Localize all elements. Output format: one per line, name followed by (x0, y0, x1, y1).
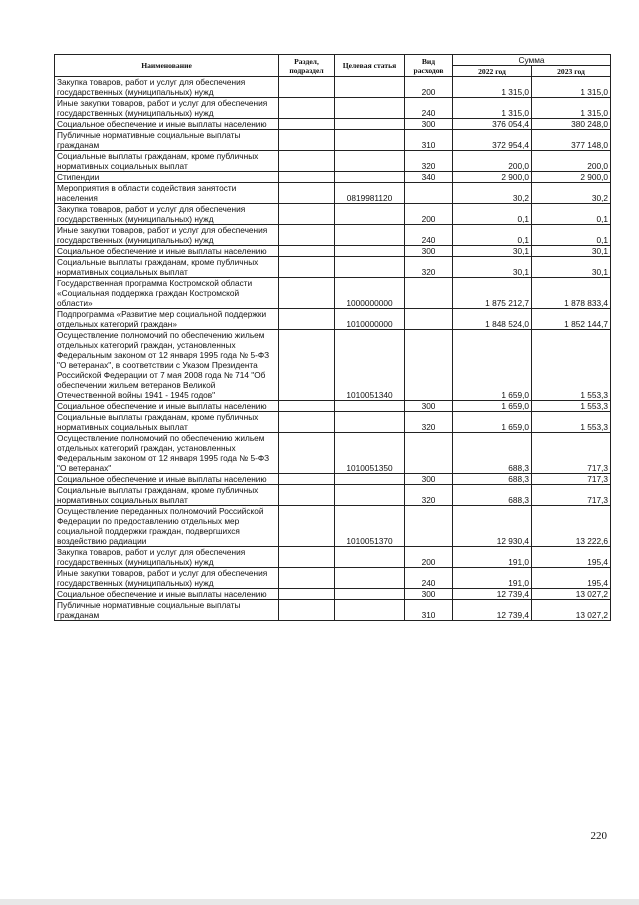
cell-sum-2022: 1 315,0 (453, 98, 532, 119)
cell-expense-type: 300 (405, 246, 453, 257)
cell-article (335, 204, 405, 225)
cell-name: Публичные нормативные социальные выплаты гражданам (55, 130, 279, 151)
cell-article (335, 98, 405, 119)
cell-sum-2023: 1 852 144,7 (532, 309, 611, 330)
cell-sum-2022: 30,1 (453, 246, 532, 257)
cell-section (279, 151, 335, 172)
cell-sum-2023: 30,1 (532, 257, 611, 278)
cell-sum-2022: 12 739,4 (453, 600, 532, 621)
cell-article (335, 412, 405, 433)
cell-section (279, 278, 335, 309)
cell-sum-2022: 376 054,4 (453, 119, 532, 130)
budget-table (54, 54, 611, 621)
cell-article: 0819981120 (335, 183, 405, 204)
table-row (55, 589, 611, 600)
cell-name: Осуществление полномочий по обеспечению жильем отдельных категорий граждан, установленных Федеральным законом от 12 января 1995 года № 5-ФЗ "О ветеранах", в соответствии с Указом Президента Российской Федерации от 7 мая 2008 года № 714 "Об обеспечении жильем ветеранов Великой Отечественной войны 1941 - 1945 годов" (55, 330, 279, 401)
cell-section (279, 225, 335, 246)
cell-expense-type (405, 506, 453, 547)
table-row (55, 151, 611, 172)
cell-article (335, 130, 405, 151)
table-row (55, 77, 611, 98)
cell-section (279, 600, 335, 621)
cell-article (335, 474, 405, 485)
table-row (55, 204, 611, 225)
cell-sum-2022: 1 659,0 (453, 401, 532, 412)
cell-article (335, 547, 405, 568)
header-year-2023: 2023 год (532, 66, 611, 77)
cell-name: Социальные выплаты гражданам, кроме публичных нормативных социальных выплат (55, 485, 279, 506)
table-row (55, 309, 611, 330)
cell-sum-2022: 12 930,4 (453, 506, 532, 547)
table-body (55, 77, 611, 621)
table-row (55, 568, 611, 589)
cell-section (279, 474, 335, 485)
cell-article (335, 589, 405, 600)
cell-expense-type: 300 (405, 589, 453, 600)
cell-sum-2022: 688,3 (453, 474, 532, 485)
cell-article (335, 172, 405, 183)
cell-article: 1010051350 (335, 433, 405, 474)
cell-section (279, 506, 335, 547)
cell-expense-type: 240 (405, 98, 453, 119)
cell-name: Социальное обеспечение и иные выплаты населению (55, 401, 279, 412)
cell-sum-2023: 0,1 (532, 225, 611, 246)
cell-expense-type: 240 (405, 225, 453, 246)
cell-sum-2023: 1 315,0 (532, 98, 611, 119)
header-article: Целевая статья (335, 55, 405, 77)
cell-name: Социальное обеспечение и иные выплаты населению (55, 474, 279, 485)
cell-section (279, 401, 335, 412)
cell-sum-2023: 0,1 (532, 204, 611, 225)
cell-expense-type: 310 (405, 600, 453, 621)
cell-sum-2023: 13 222,6 (532, 506, 611, 547)
cell-expense-type: 310 (405, 130, 453, 151)
cell-sum-2023: 200,0 (532, 151, 611, 172)
table-row (55, 257, 611, 278)
cell-section (279, 433, 335, 474)
cell-sum-2023: 717,3 (532, 474, 611, 485)
cell-sum-2022: 12 739,4 (453, 589, 532, 600)
table-row (55, 547, 611, 568)
table-row (55, 401, 611, 412)
cell-expense-type: 320 (405, 151, 453, 172)
page-number: 220 (590, 830, 607, 842)
cell-name: Иные закупки товаров, работ и услуг для обеспечения государственных (муниципальных) нужд (55, 568, 279, 589)
cell-sum-2023: 377 148,0 (532, 130, 611, 151)
cell-article: 1000000000 (335, 278, 405, 309)
cell-section (279, 204, 335, 225)
table-row (55, 600, 611, 621)
table-row (55, 183, 611, 204)
cell-sum-2023: 1 878 833,4 (532, 278, 611, 309)
cell-article (335, 151, 405, 172)
cell-article: 1010051340 (335, 330, 405, 401)
cell-section (279, 589, 335, 600)
cell-article (335, 225, 405, 246)
header-sum: Сумма (453, 55, 611, 66)
cell-expense-type: 200 (405, 77, 453, 98)
cell-article (335, 401, 405, 412)
cell-article (335, 257, 405, 278)
cell-expense-type: 300 (405, 119, 453, 130)
table-row (55, 485, 611, 506)
cell-name: Закупка товаров, работ и услуг для обеспечения государственных (муниципальных) нужд (55, 547, 279, 568)
header-section: Раздел, подраздел (279, 55, 335, 77)
cell-section (279, 130, 335, 151)
cell-sum-2022: 1 315,0 (453, 77, 532, 98)
cell-expense-type: 200 (405, 204, 453, 225)
cell-sum-2022: 1 659,0 (453, 330, 532, 401)
cell-sum-2022: 688,3 (453, 485, 532, 506)
header-year-2022: 2022 год (453, 66, 532, 77)
cell-name: Социальное обеспечение и иные выплаты населению (55, 589, 279, 600)
cell-sum-2023: 717,3 (532, 485, 611, 506)
cell-sum-2022: 191,0 (453, 568, 532, 589)
cell-name: Осуществление полномочий по обеспечению жильем отдельных категорий граждан, установленных Федеральным законом от 12 января 1995 года № 5-ФЗ "О ветеранах" (55, 433, 279, 474)
cell-section (279, 246, 335, 257)
cell-section (279, 412, 335, 433)
table-row (55, 330, 611, 401)
cell-sum-2023: 1 553,3 (532, 401, 611, 412)
cell-sum-2023: 13 027,2 (532, 600, 611, 621)
cell-article (335, 600, 405, 621)
table-row (55, 225, 611, 246)
cell-expense-type: 300 (405, 474, 453, 485)
cell-sum-2022: 1 659,0 (453, 412, 532, 433)
table-row (55, 412, 611, 433)
cell-article (335, 119, 405, 130)
cell-section (279, 77, 335, 98)
cell-sum-2023: 380 248,0 (532, 119, 611, 130)
cell-expense-type: 340 (405, 172, 453, 183)
table-row (55, 278, 611, 309)
cell-expense-type: 320 (405, 412, 453, 433)
cell-section (279, 309, 335, 330)
table-row (55, 98, 611, 119)
cell-section (279, 172, 335, 183)
cell-sum-2022: 688,3 (453, 433, 532, 474)
cell-sum-2022: 30,2 (453, 183, 532, 204)
header-name: Наименование (55, 55, 279, 77)
cell-sum-2023: 195,4 (532, 547, 611, 568)
cell-sum-2022: 30,1 (453, 257, 532, 278)
cell-sum-2022: 2 900,0 (453, 172, 532, 183)
cell-section (279, 98, 335, 119)
cell-section (279, 485, 335, 506)
scan-edge (0, 899, 639, 905)
cell-sum-2023: 195,4 (532, 568, 611, 589)
cell-name: Подпрограмма «Развитие мер социальной поддержки отдельных категорий граждан» (55, 309, 279, 330)
cell-sum-2022: 200,0 (453, 151, 532, 172)
cell-sum-2023: 30,2 (532, 183, 611, 204)
cell-sum-2023: 1 553,3 (532, 412, 611, 433)
cell-section (279, 257, 335, 278)
cell-article (335, 568, 405, 589)
cell-expense-type: 300 (405, 401, 453, 412)
cell-sum-2022: 372 954,4 (453, 130, 532, 151)
cell-name: Иные закупки товаров, работ и услуг для обеспечения государственных (муниципальных) нужд (55, 98, 279, 119)
cell-expense-type (405, 330, 453, 401)
cell-sum-2023: 717,3 (532, 433, 611, 474)
cell-name: Иные закупки товаров, работ и услуг для обеспечения государственных (муниципальных) нужд (55, 225, 279, 246)
cell-expense-type (405, 309, 453, 330)
cell-section (279, 183, 335, 204)
cell-name: Социальные выплаты гражданам, кроме публичных нормативных социальных выплат (55, 412, 279, 433)
cell-name: Закупка товаров, работ и услуг для обеспечения государственных (муниципальных) нужд (55, 204, 279, 225)
cell-expense-type: 240 (405, 568, 453, 589)
table-row (55, 119, 611, 130)
cell-name: Закупка товаров, работ и услуг для обеспечения государственных (муниципальных) нужд (55, 77, 279, 98)
cell-sum-2022: 0,1 (453, 225, 532, 246)
cell-name: Стипендии (55, 172, 279, 183)
cell-sum-2022: 0,1 (453, 204, 532, 225)
cell-section (279, 547, 335, 568)
cell-expense-type: 320 (405, 257, 453, 278)
cell-article (335, 77, 405, 98)
cell-expense-type: 200 (405, 547, 453, 568)
cell-name: Государственная программа Костромской области «Социальная поддержка граждан Костромской области» (55, 278, 279, 309)
table-row (55, 130, 611, 151)
table-row (55, 474, 611, 485)
cell-expense-type (405, 278, 453, 309)
cell-name: Социальное обеспечение и иные выплаты населению (55, 246, 279, 257)
cell-name: Осуществление переданных полномочий Российской Федерации по предоставлению отдельных мер социальной поддержки граждан, подвергшихся воздействию радиации (55, 506, 279, 547)
cell-section (279, 568, 335, 589)
cell-article (335, 485, 405, 506)
cell-expense-type (405, 183, 453, 204)
cell-name: Публичные нормативные социальные выплаты гражданам (55, 600, 279, 621)
cell-name: Социальное обеспечение и иные выплаты населению (55, 119, 279, 130)
table-row (55, 433, 611, 474)
cell-name: Мероприятия в области содействия занятости населения (55, 183, 279, 204)
cell-name: Социальные выплаты гражданам, кроме публичных нормативных социальных выплат (55, 257, 279, 278)
table-row (55, 506, 611, 547)
cell-sum-2022: 1 848 524,0 (453, 309, 532, 330)
cell-sum-2023: 1 553,3 (532, 330, 611, 401)
cell-sum-2023: 1 315,0 (532, 77, 611, 98)
cell-article: 1010051370 (335, 506, 405, 547)
table-row (55, 246, 611, 257)
cell-sum-2023: 2 900,0 (532, 172, 611, 183)
cell-expense-type: 320 (405, 485, 453, 506)
cell-sum-2022: 1 875 212,7 (453, 278, 532, 309)
cell-article: 1010000000 (335, 309, 405, 330)
cell-expense-type (405, 433, 453, 474)
table-row (55, 172, 611, 183)
cell-name: Социальные выплаты гражданам, кроме публичных нормативных социальных выплат (55, 151, 279, 172)
cell-article (335, 246, 405, 257)
header-expense-type: Вид расходов (405, 55, 453, 77)
table-header (55, 55, 611, 77)
cell-section (279, 330, 335, 401)
cell-sum-2023: 13 027,2 (532, 589, 611, 600)
cell-sum-2022: 191,0 (453, 547, 532, 568)
cell-sum-2023: 30,1 (532, 246, 611, 257)
cell-section (279, 119, 335, 130)
